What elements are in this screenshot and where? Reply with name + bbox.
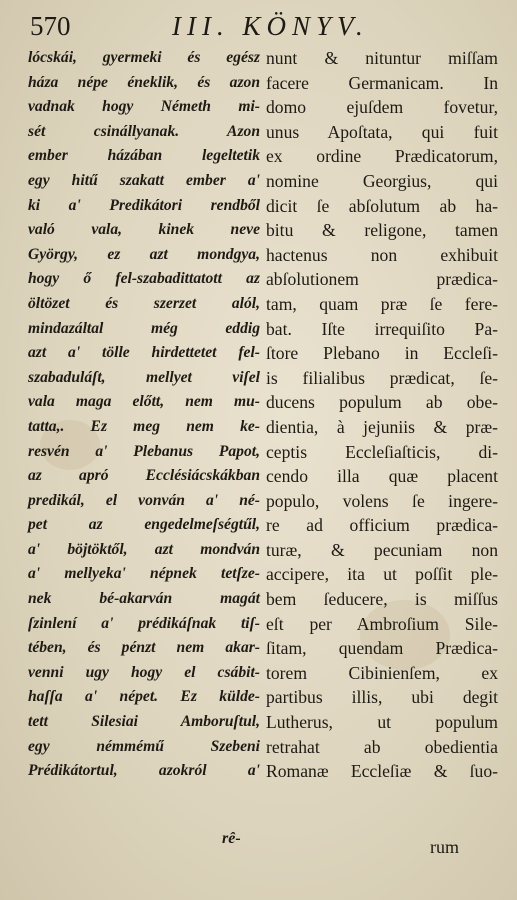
text-line: nek bé-akarván magát [28, 590, 260, 608]
text-line: mindazáltal még eddig [28, 319, 260, 337]
text-line: a' mellyeka' népnek tetſze- [28, 565, 260, 583]
text-line: is filialibus prædicat, ſe- [266, 367, 498, 388]
text-line: vala maga előtt, nem mu- [28, 393, 260, 411]
text-line: való vala, kinek neve [28, 221, 260, 239]
text-line: tatta,. Ez meg nem ke- [28, 417, 260, 435]
text-line: partibus illis, ubi degit [266, 687, 498, 708]
text-line: ceptis Eccleſiaſticis, di- [266, 441, 498, 462]
page-number: 570 [30, 11, 71, 41]
text-line: predikál, el vonván a' né- [28, 491, 260, 509]
text-line: ducens populum ab obe- [266, 392, 498, 413]
text-line: unus Apoſtata, qui fuit [266, 121, 498, 142]
left-catchword: rê- [222, 830, 241, 847]
text-line: venni ugy hogy el csábit- [28, 663, 260, 681]
text-line: hactenus non exhibuit [266, 244, 498, 265]
text-line: eſt per Ambroſium Sile- [266, 613, 498, 634]
text-line: facere Germanicam. In [266, 72, 498, 93]
text-line: Prédikátortul, azokról a' [28, 762, 260, 780]
text-line: resvén a' Plebanus Papot, [28, 442, 260, 460]
hungarian-column [28, 46, 260, 784]
text-line: haſſa a' népet. Ez külde- [28, 688, 260, 706]
text-line: ſitam, quendam Prædica- [266, 638, 498, 659]
text-line: bat. Iſte irrequiſito Pa- [266, 318, 498, 339]
text-line: lócskái, gyermeki és egész [28, 49, 260, 66]
text-line: populo, volens ſe ingere- [266, 490, 498, 511]
text-line: accipere, ita ut poſſit ple- [266, 564, 498, 585]
text-line: egy némmémű Szebeni [28, 737, 260, 755]
text-line: domo ejuſdem fovetur, [266, 97, 498, 118]
text-line: bem ſeducere, is miſſus [266, 589, 498, 610]
text-line: öltözet és szerzet alól, [28, 294, 260, 312]
text-line: György, ez azt mondgya, [28, 245, 260, 263]
text-line: vadnak hogy Németh mi- [28, 98, 260, 116]
text-line: szabaduláſt, mellyet viſel [28, 368, 260, 386]
text-line: sét csinállyanak. Azon [28, 122, 260, 140]
text-line: a' böjtöktől, azt mondván [28, 540, 260, 558]
text-line: torem Cibinienſem, ex [266, 662, 498, 683]
text-line: nomine Georgius, qui [266, 170, 498, 191]
text-line: retrahat ab obedientia [266, 736, 498, 757]
text-line: re ad officium prædica- [266, 515, 498, 536]
text-line: azt a' tölle hirdettetet fel- [28, 344, 260, 362]
text-line: abſolutionem prædica- [266, 269, 498, 290]
text-line: háza népe éneklik, és azon [28, 73, 260, 91]
text-line: turæ, & pecuniam non [266, 539, 498, 560]
text-line: az apró Ecclésiácskákban [28, 467, 260, 485]
text-line: ex ordine Prædicatorum, [266, 146, 498, 167]
text-line: ſtore Plebano in Eccleſi- [266, 343, 498, 364]
text-line: tében, és pénzt nem akar- [28, 639, 260, 657]
text-line: Lutherus, ut populum [266, 712, 498, 733]
text-line: ki a' Predikátori rendből [28, 196, 260, 214]
text-line: tett Silesiai Amboruſtul, [28, 713, 260, 731]
text-line: egy hitű szakatt ember a' [28, 171, 260, 189]
text-line: ſzinlení a' prédikáſnak tiſ- [28, 614, 260, 632]
text-line: hogy ő fel-szabadittatott az [28, 270, 260, 288]
running-title: III. KÖNYV. [172, 11, 369, 41]
text-line: cendo illa quæ placent [266, 466, 498, 487]
page-header [24, 10, 497, 42]
text-line: dicit ſe abſolutum ab ha- [266, 195, 498, 216]
text-line: dientia, à jejuniis & præ- [266, 416, 498, 437]
catchword: rum [430, 837, 459, 857]
text-line: tam, quam præ ſe fere- [266, 293, 498, 314]
text-line: bitu & religone, tamen [266, 220, 498, 241]
text-line: ember házában legeltetik [28, 147, 260, 165]
text-line: nunt & nituntur miſſam [266, 48, 498, 68]
text-line: Romanæ Eccleſiæ & ſuo- [266, 761, 498, 782]
text-line: pet az engedelmeſségtűl, [28, 516, 260, 534]
latin-column [266, 46, 498, 784]
